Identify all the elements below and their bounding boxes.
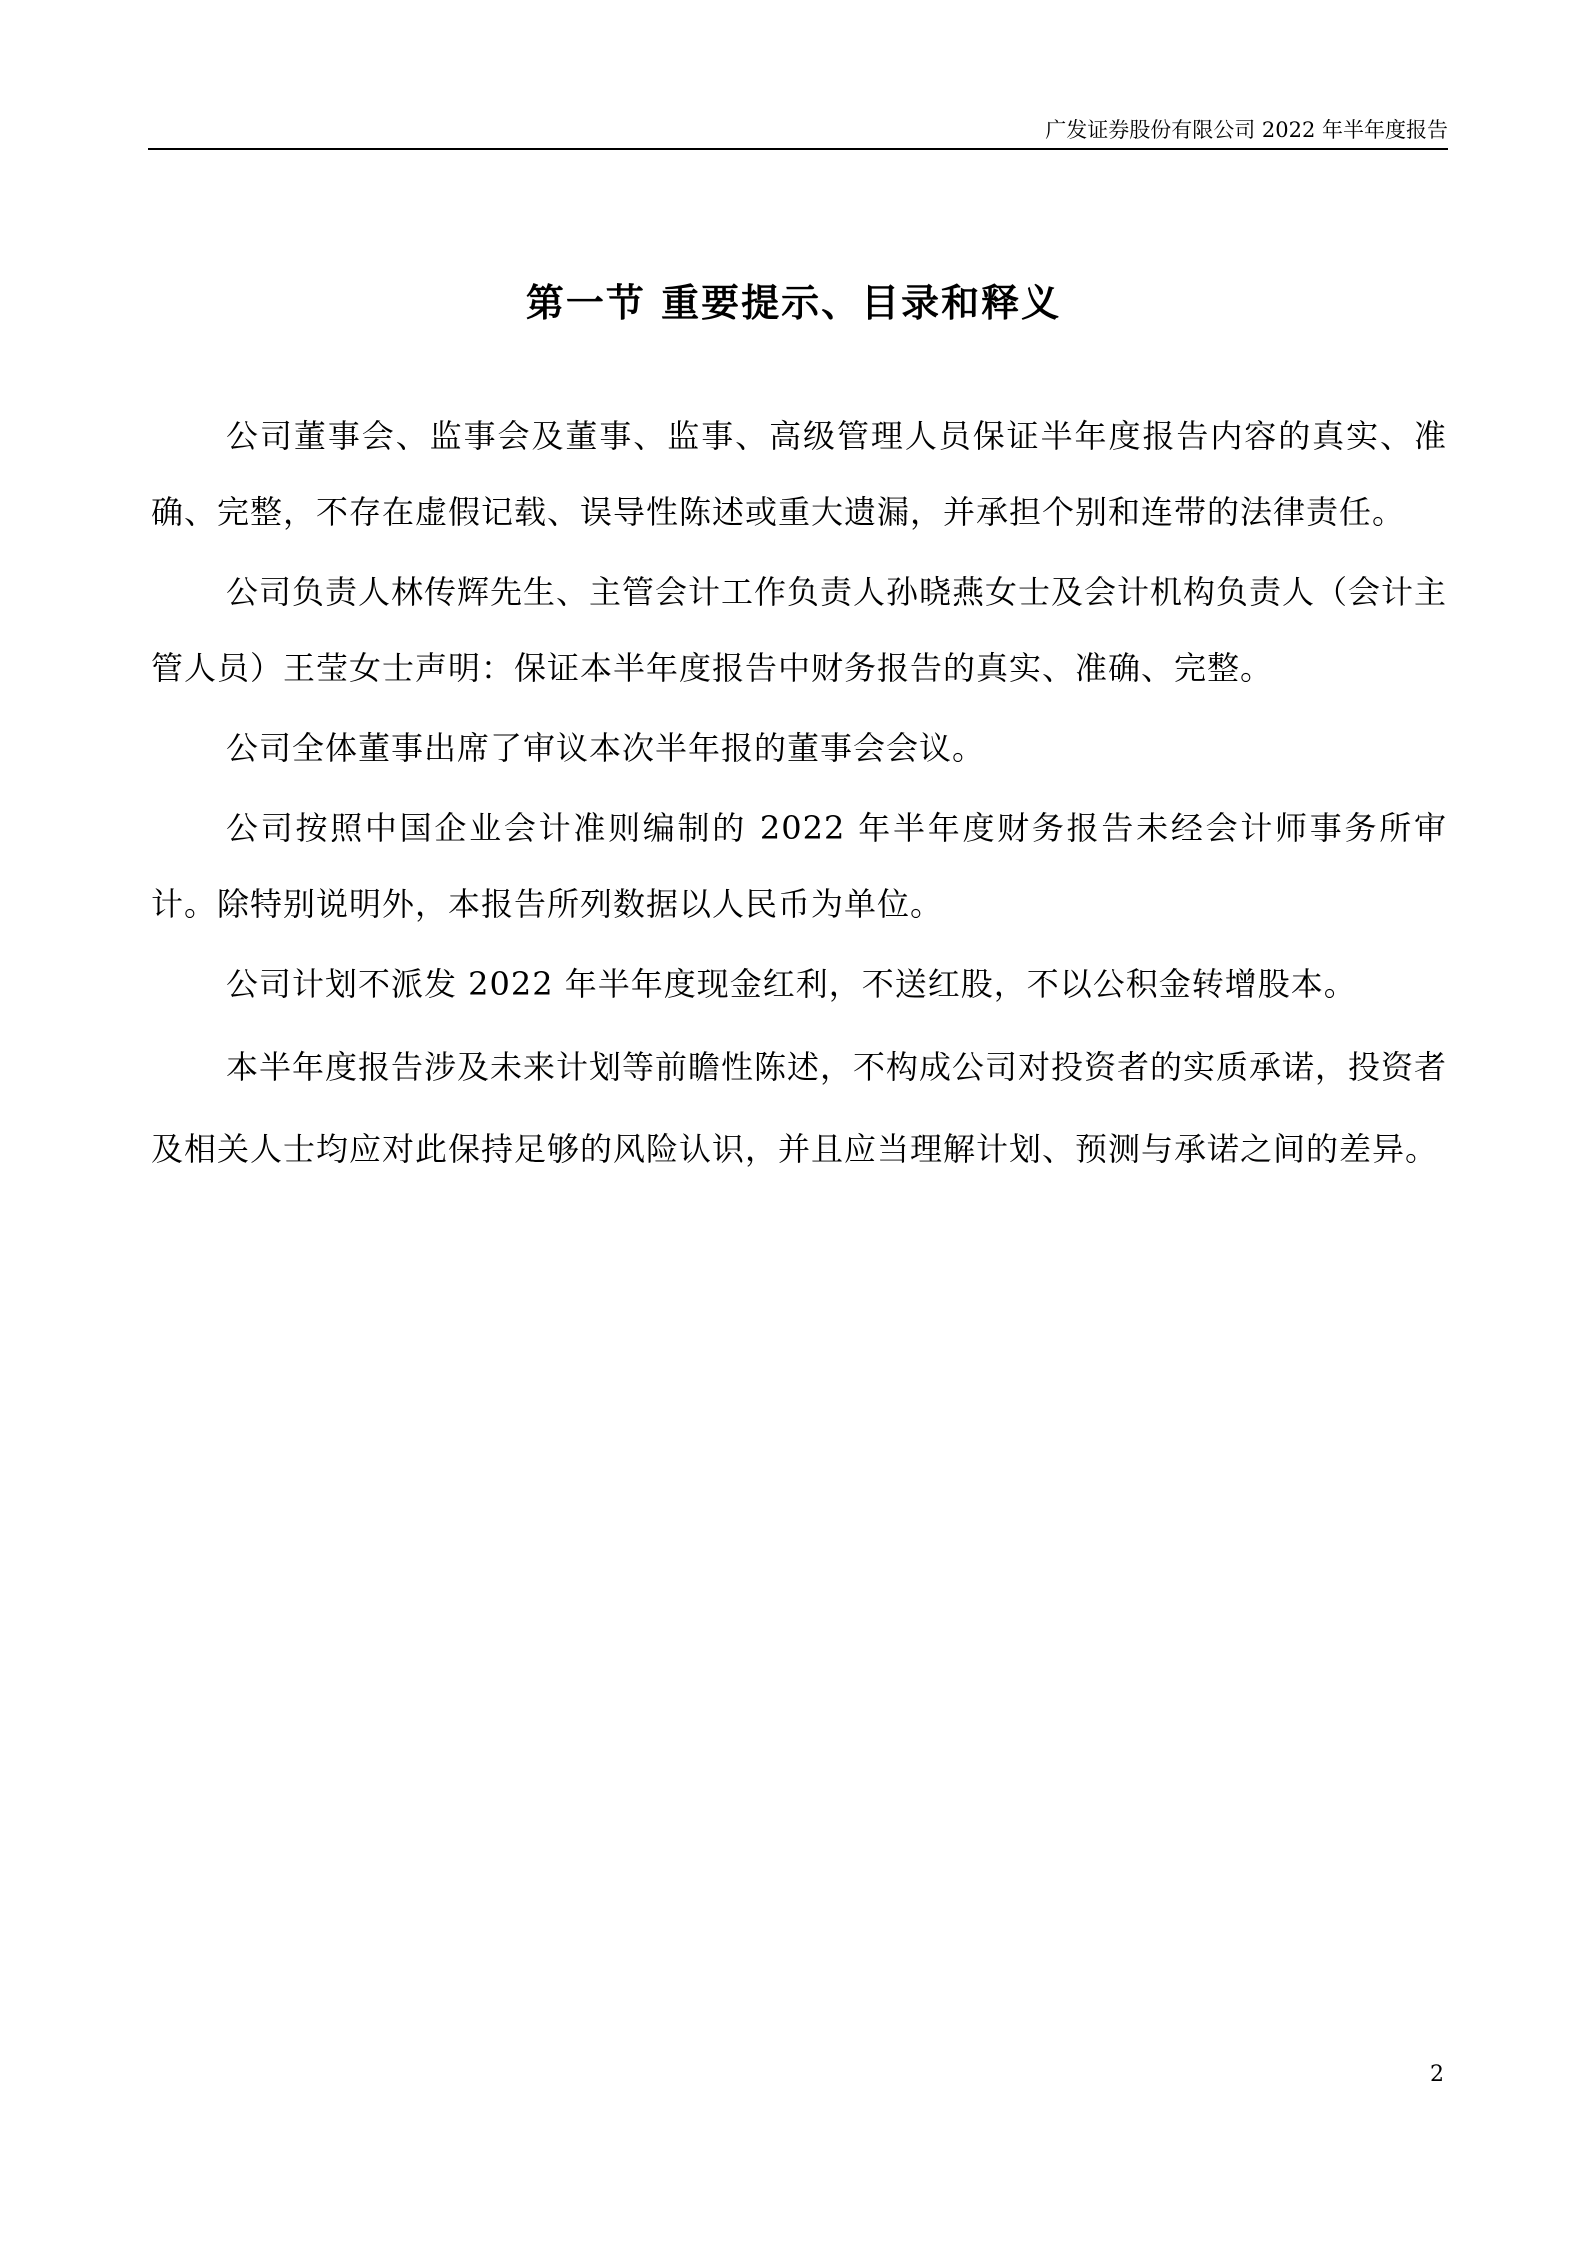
paragraph-audit-statement: 公司按照中国企业会计准则编制的 2022 年半年度财务报告未经会计师事务所审计。除特别说明外，本报告所列数据以人民币为单位。 <box>151 809 1447 923</box>
paragraph-responsibility: 公司董事会、监事会及董事、监事、高级管理人员保证半年度报告内容的真实、准确、完整，不存在虚假记载、误导性陈述或重大遗漏，并承担个别和连带的法律责任。 <box>151 417 1447 531</box>
page-header <box>148 108 1448 150</box>
paragraph-declaration: 公司负责人林传辉先生、主管会计工作负责人孙晓燕女士及会计机构负责人（会计主管人员）王莹女士声明：保证本半年度报告中财务报告的真实、准确、完整。 <box>151 573 1448 687</box>
section-title: 第一节 重要提示、目录和释义 <box>525 280 1062 325</box>
paragraph-forward-looking: 本半年度报告涉及未来计划等前瞻性陈述，不构成公司对投资者的实质承诺，投资者及相关人士均应对此保持足够的风险认识，并且应当理解计划、预测与承诺之间的差异。 <box>151 1048 1448 1168</box>
document-body <box>151 398 1447 1194</box>
header-title: 广发证券股份有限公司 2022 年半年度报告 <box>1045 118 1448 142</box>
page-number: 2 <box>1430 2062 1444 2087</box>
paragraph-dividend-plan: 公司计划不派发 2022 年半年度现金红利，不送红股，不以公积金转增股本。 <box>226 965 1357 1003</box>
paragraph-board-attendance: 公司全体董事出席了审议本次半年报的董事会会议。 <box>226 729 986 767</box>
